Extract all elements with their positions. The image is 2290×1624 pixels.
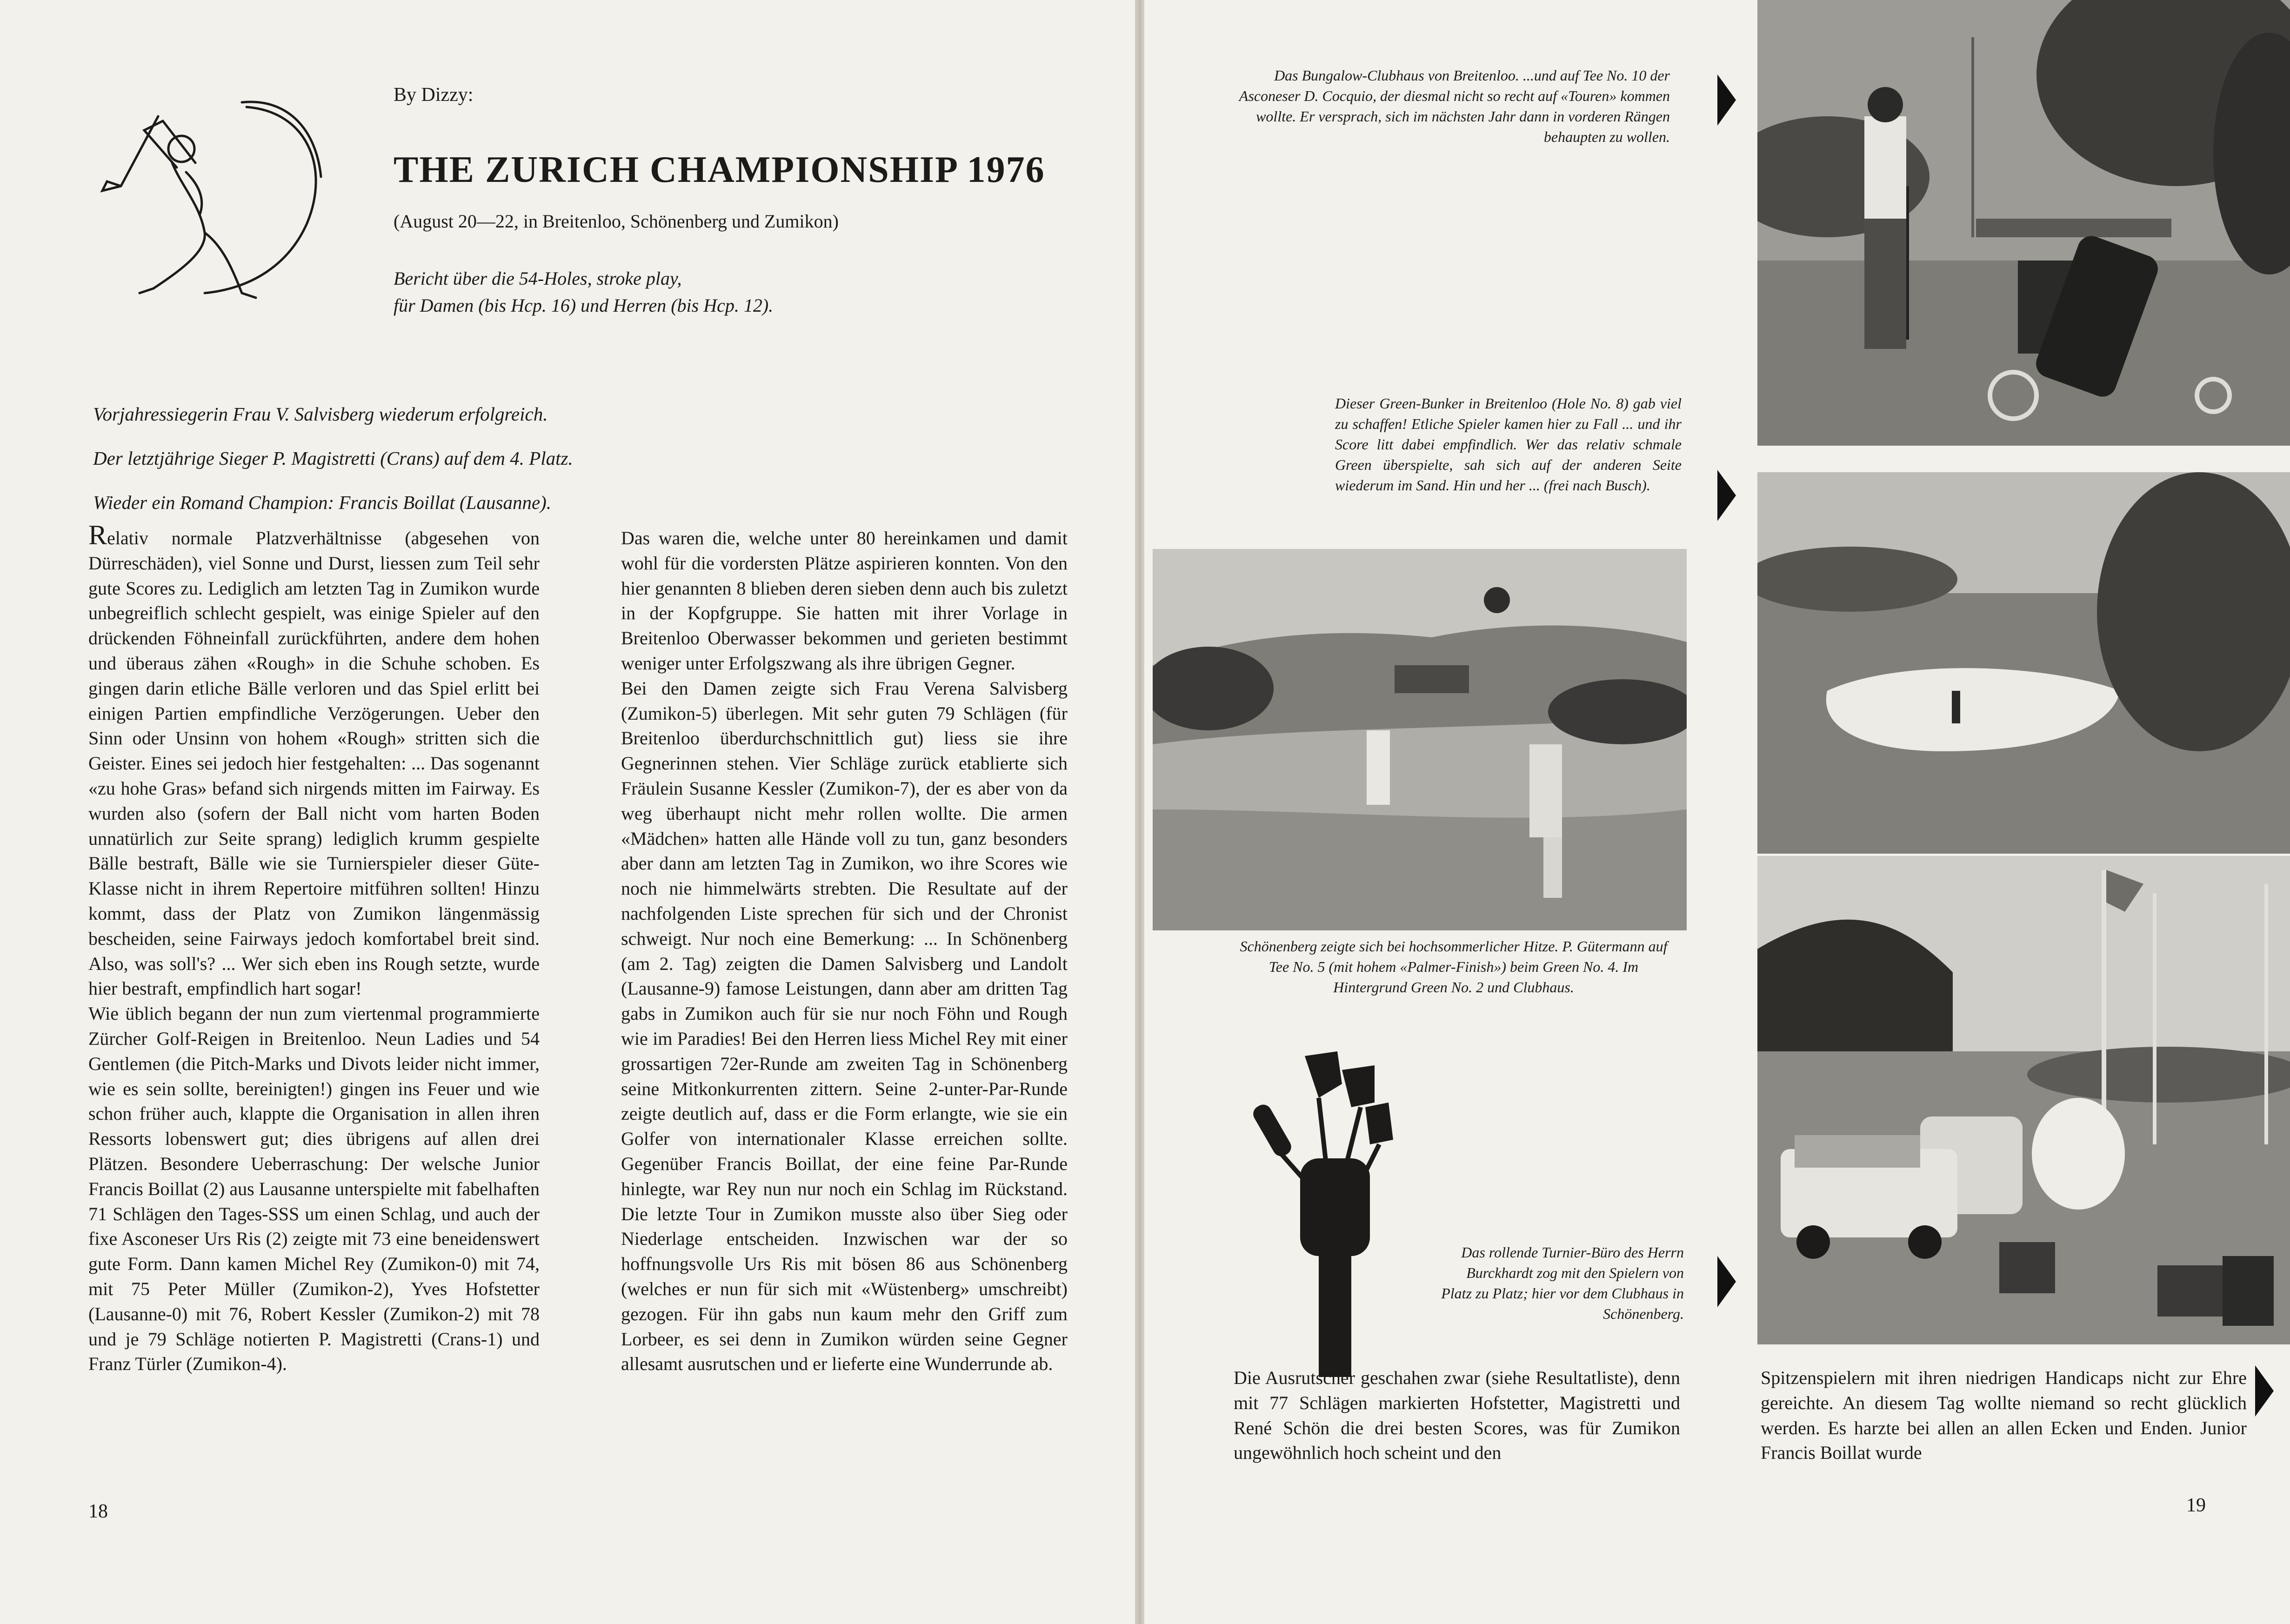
- left-page: [0, 0, 1135, 1624]
- headline-line: Wieder ein Romand Champion: Francis Boillat (Lausanne).: [93, 492, 552, 513]
- photo-green-bunker: [1757, 472, 2290, 854]
- golf-clubs-illustration: [1235, 1042, 1430, 1377]
- photo-schoenenberg-tee: [1153, 549, 1687, 930]
- intro-line: für Damen (bis Hcp. 16) und Herren (bis Hcp. 12).: [394, 295, 774, 316]
- pointer-arrow-icon: [1717, 1256, 1736, 1307]
- article-column-1: [88, 520, 540, 1377]
- drop-cap: R: [88, 520, 107, 550]
- pointer-arrow-icon: [1717, 74, 1736, 126]
- headline-line: Der letztjährige Sieger P. Magistretti (Crans) auf dem 4. Platz.: [93, 448, 573, 469]
- golfer-sketch-illustration: [88, 93, 340, 316]
- paragraph: Bei den Damen zeigte sich Frau Verena Salvisberg (Zumikon-5) überlegen. Mit sehr guten 79 Schlägen (für Breitenloo überdurchschnittlich gut) liess sie ihre Gegnerinnen stehen. Vier Schläge zurück etablierte sich Fräulein Susanne Kessler (Zumikon-7), der es aber von da weg überhaupt nicht mehr rollen wollte. Die armen «Mädchen» hatten alle Hände voll zu tun, ganz besonders aber dann am letzten Tag in Zumikon, wo ihre Scores wie noch nie himmelwärts strebten. Die Resultate auf der nachfolgenden Liste sprechen für sich und der Chronist schweigt. Nur noch eine Bemerkung: ... In Schönenberg (am 2. Tag) zeigten die Damen Salvisberg und Landolt (Lausanne-9) famose Leistungen, dann aber am dritten Tag gabs in Zumikon auch für sie nur noch Föhn und Rough wie im Paradies! Bei den Herren liess Michel Rey mit einer grossartigen 72er-Runde am zweiten Tag in Schönenberg seine Mitkonkurrenten zittern. Seine 2-unter-Par-Runde zeigte deutlich auf, dass er die Form erlangte, wie sie ein Golfer von internationaler Klasse erreichen sollte. Gegenüber Francis Boillat, der eine feine Par-Runde hinlegte, war Rey nun nur noch ein Schlag im Rückstand. Die letzte Tour in Zumikon musste also über Sieg oder Niederlage entscheiden. Inzwischen war der so hoffnungsvolle Urs Ris mit bösen 86 aus Schönenberg (welches er nun für sich mit «Wüstenberg» umschreibt) gezogen. Für ihn gabs nun kaum mehr den Griff zum Lorbeer, es sei denn in Zumikon würden seine Gegner allesamt ausrutschen und er lieferte eine Wunderrunde ab.: [621, 677, 1068, 1375]
- headline-line: Vorjahressiegerin Frau V. Salvisberg wiederum erfolgreich.: [93, 403, 548, 425]
- caption-bungalow-clubhouse: Das Bungalow-Clubhaus von Breitenloo. ...und auf Tee No. 10 der Asconeser D. Cocquio, der diesmal nicht so recht auf «Touren» kommen wollte. Er versprach, sich im nächsten Jahr dann in vorderen Rängen behaupten zu wollen.: [1239, 67, 1670, 145]
- article-column-3: Die Ausrutscher geschahen zwar (siehe Resultatliste), denn mit 77 Schlägen markierten Hofstetter, Magistretti und René Schön die drei besten Scores, was für Zumikon ungewöhnlich hoch scheint und den: [1234, 1367, 1680, 1464]
- event-dates: (August 20—22, in Breitenloo, Schönenberg und Zumikon): [394, 211, 839, 232]
- page-number: 19: [2186, 1495, 2206, 1516]
- caption-schoenenberg: Schönenberg zeigte sich bei hochsommerlicher Hitze. P. Gütermann auf Tee No. 5 (mit hohem «Palmer-Finish») beim Green No. 4. Im Hintergrund Green No. 2 und Clubhaus.: [1240, 938, 1668, 996]
- continue-arrow-icon: [2255, 1365, 2274, 1417]
- headline-summary: [93, 392, 573, 525]
- photo-clubhouse-golfer: [1757, 0, 2290, 446]
- paragraph: Relativ normale Platzverhältnisse (abgesehen von Dürreschäden), viel Sonne und Durst, liessen zum Teil sehr gute Scores zu. Lediglich am letzten Tag in Zumikon wurde unbegreiflich schlecht gespielt, was einige Spieler auf den drückenden Föhneinfall zurückführten, andere dem hohen und überaus zähen «Rough» in die Schuhe schoben. Es gingen darin etliche Bälle verloren und das Spiel erlitt bei einigen Partien empfindliche Verzögerungen. Ueber den Sinn oder Unsinn von hohem «Rough» stritten sich die Geister. Eines sei jedoch hier festgehalten: ... Das sogenannt «zu hohe Gras» befand sich nirgends mitten im Fairway. Es wurden also (sofern der Ball nicht vom harten Boden unnatürlich zur Seite sprang) lediglich krumm gespielte Bälle bestraft, Bälle wie sie Turnierspieler dieser Güte-Klasse nicht in ihrem Repertoire mitführen sollten! Hinzu kommt, dass der Platz von Zumikon längenmässig bescheiden, seine Fairways jedoch komfortabel breit sind. Also, was soll's? ... Wer sich eben ins Rough setzte, wurde hier bestraft, empfindlich hart sogar!: [88, 520, 540, 999]
- byline: By Dizzy:: [394, 84, 474, 106]
- article-column-2: [621, 526, 1068, 1377]
- pointer-arrow-icon: [1717, 470, 1736, 521]
- paragraph: Das waren die, welche unter 80 hereinkamen und damit wohl für die vordersten Plätze aspirieren konnten. Von den hier genannten 8 blieben deren sieben denn auch bis zuletzt in der Kopfgruppe. Sie hatten mit ihrer Vorlage in Breitenloo Oberwasser bekommen und gerieten bestimmt weniger unter Erfolgszwang als ihre übrigen Gegner.: [621, 528, 1068, 674]
- intro-subtitle: [394, 265, 773, 319]
- page-number: 18: [88, 1501, 108, 1522]
- intro-line: Bericht über die 54-Holes, stroke play,: [394, 268, 682, 289]
- paragraph: Wie üblich begann der nun zum viertenmal programmierte Zürcher Golf-Reigen in Breitenloo. Neun Ladies und 54 Gentlemen (die Pitch-Marks und Divots leider nicht immer, wie es sein sollte, bereinigten!) gingen ins Feuer und wie schon früher auch, klappte die Organisation in allen ihren Ressorts lobenswert gut; dies übrigens auf allen drei Plätzen. Besondere Ueberraschung: Der welsche Junior Francis Boillat (2) aus Lausanne unterspielte mit fabelhaften 71 Schlägen den Tages-SSS um einen Schlag, und auch der fixe Asconeser Urs Ris (2) zeigte mit 73 eine beneidenswert gute Form. Dann kamen Michel Rey (Zumikon-0) mit 74, mit 75 Peter Müller (Zumikon-2), Yves Hofstetter (Lausanne-0) mit 76, Robert Kessler (Zumikon-2) mit 78 und je 79 Schläge notierten P. Magistretti (Crans-1) und Franz Türler (Zumikon-4).: [88, 1003, 540, 1375]
- photo-tournament-office-car: [1757, 856, 2290, 1344]
- caption-green-bunker: Dieser Green-Bunker in Breitenloo (Hole No. 8) gab viel zu schaffen! Etliche Spieler kamen hier zu Fall ... und ihr Score litt dabei empfindlich. Wer das relativ schmale Green überspielte, sah sich auf der anderen Seite wiederum im Sand. Hin und her ... (frei nach Busch).: [1335, 395, 1682, 494]
- caption-turnier-buero: Das rollende Turnier-Büro des Herrn Burckhardt zog mit den Spielern von Platz zu Platz; hier vor dem Clubhaus in Schönenberg.: [1441, 1244, 1684, 1322]
- article-title: THE ZURICH CHAMPIONSHIP 1976: [394, 149, 1045, 190]
- article-column-4: Spitzenspielern mit ihren niedrigen Handicaps nicht zur Ehre gereichte. An diesem Tag wollte niemand so recht glücklich werden. Es harzte bei allen an allen Ecken und Enden. Junior Francis Boillat wurde: [1761, 1367, 2247, 1464]
